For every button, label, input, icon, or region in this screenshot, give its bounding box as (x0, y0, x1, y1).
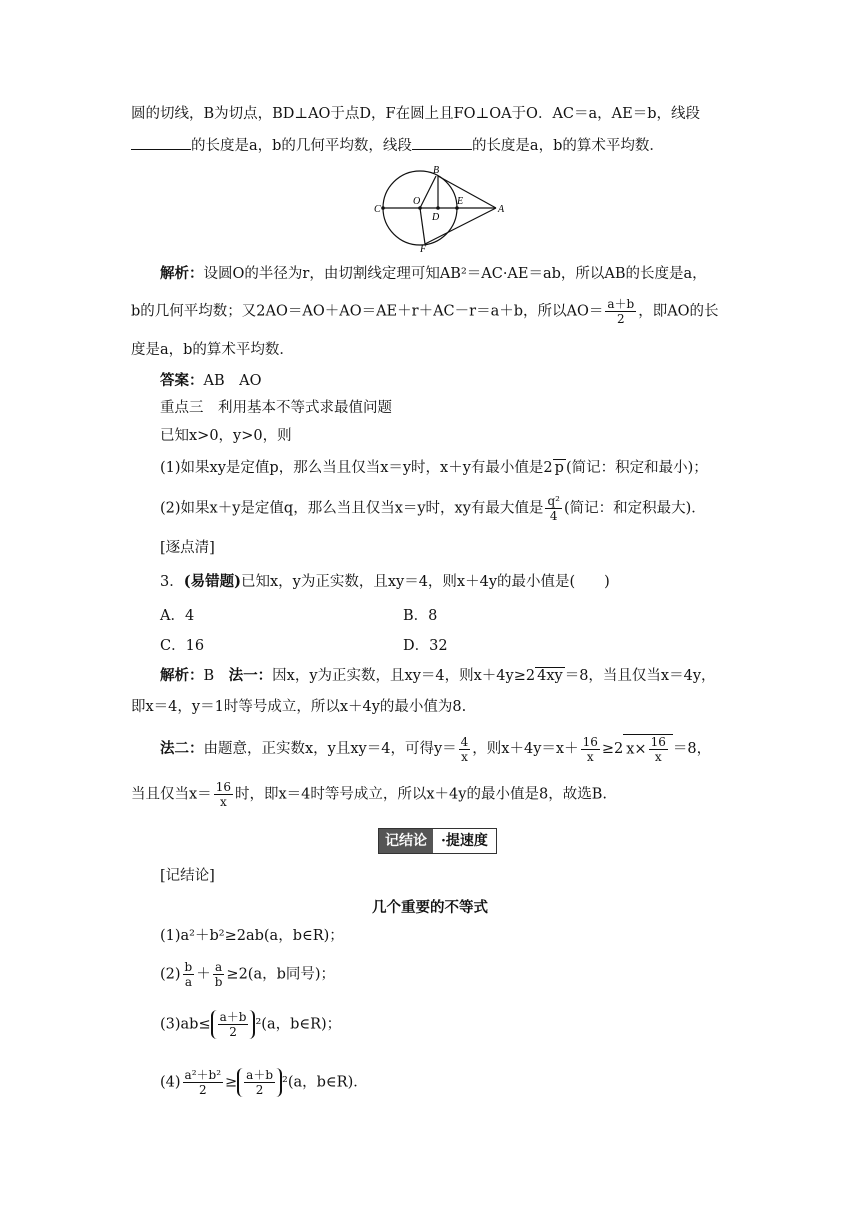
solution1-line-1: 解析：设圆O的半径为r，由切割线定理可知AB²＝AC·AE＝ab，所以AB的长度是a， (160, 265, 707, 282)
method2-line-1: 法二：由题意，正实数x，y且xy＝4，可得y＝ $\frac{4}{x}$ ，则x＋4y＝x＋ $\frac{16}{x}$ ≥2 x× $\frac{16}{x}$ ＝8， (160, 734, 712, 764)
solution1-line-2: b的几何平均数；又2AO＝AO＋AO＝AE＋r＋AC－r＝a＋b，所以AO＝ $\frac{a+b}{2}$ ，即AO的长 (131, 297, 719, 326)
conclusion-tag: [记结论] (160, 868, 215, 884)
option-b: B．8 (403, 608, 438, 624)
label-O: O (413, 196, 421, 207)
key3-point-1: (1)如果xy是定值p，那么当且仅当x＝y时，x＋y有最小值是2 p (简记：积定和最小)； (160, 460, 708, 476)
option-c: C．16 (160, 638, 205, 654)
practice-solution-line-2: 即x＝4，y＝1时等号成立，所以x＋4y的最小值为8. (131, 699, 467, 715)
inequality-4: (4) $\frac{\text{a²＋b²}}{2}$ ≥ $\frac{a+b}{2}$ ²(a，b∈R)． (160, 1068, 368, 1097)
answer-1: 答案：AB AO (160, 372, 262, 389)
answer-blank-1 (131, 135, 191, 150)
solution1-line-3: 度是a，b的算术平均数． (131, 342, 294, 358)
option-d: D．32 (403, 638, 448, 654)
practice-question: 3．(易错题)已知x，y为正实数，且xy＝4，则x＋4y的最小值是( ) (160, 573, 610, 590)
label-D: D (432, 212, 440, 223)
section-badge: 记结论 ·提速度 (378, 828, 497, 854)
intro-line-1: 圆的切线，B为切点，BD⊥AO于点D，F在圆上且FO⊥OA于O．AC＝a，AE＝b，线段 (131, 106, 700, 122)
method2-line-2: 当且仅当x＝ $\frac{16}{x}$ 时，即x＝4时等号成立，所以x＋4y的最小值是8，故选B. (131, 780, 607, 809)
conclusion-title: 几个重要的不等式 (372, 899, 488, 916)
inequality-1: (1)a²＋b²≥2ab(a，b∈R)； (160, 928, 344, 944)
key3-point-2: (2)如果x＋y是定值q，那么当且仅当x＝y时，xy有最大值是 $\frac{\text{q²}}{4}$ (简记：和定积最大)． (160, 494, 706, 523)
label-B: B (433, 165, 440, 176)
key3-condition: 已知x>0，y>0，则 (160, 428, 292, 444)
option-a: A．4 (160, 608, 195, 624)
label-C: C (374, 204, 381, 215)
label-E: E (457, 196, 464, 207)
intro-line-2: 的长度是a，b的几何平均数，线段 的长度是a，b的算术平均数． (131, 135, 664, 156)
key3-title: 重点三 利用基本不等式求最值问题 (160, 400, 392, 416)
label-F: F (420, 244, 427, 255)
practice-tag: [逐点清] (160, 540, 215, 556)
label-A: A (498, 204, 505, 215)
practice-solution-line-1: 解析：B 法一：因x，y为正实数，且xy＝4，则x＋4y≥2 4xy ＝8，当且仅当x＝4y， (160, 667, 716, 684)
inequality-3: (3)ab≤ $\frac{a+b}{2}$ ²(a，b∈R)； (160, 1010, 342, 1039)
circle-tangent-figure (374, 160, 516, 255)
fraction: $\frac{a+b}{2}$ (607, 297, 635, 326)
answer-blank-2 (412, 135, 472, 150)
inequality-2: (2) $\frac{b}{a}$ ＋ $\frac{a}{b}$ ≥2(a，b同号)； (160, 960, 336, 989)
